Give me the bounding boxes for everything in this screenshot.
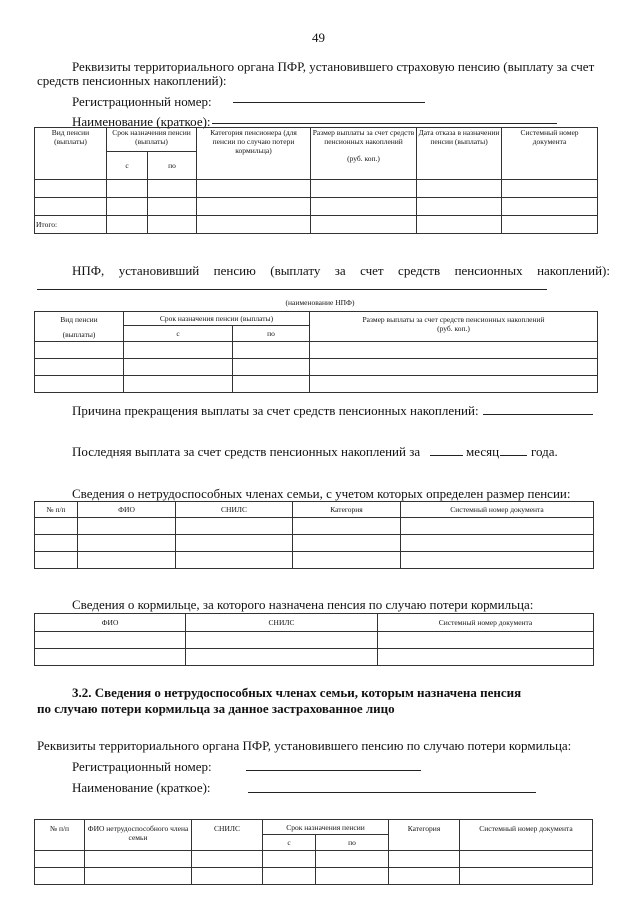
npf-line-word: пенсионных [454,263,523,278]
family-table [34,501,594,569]
th-npf-type-2: (выплаты) [62,330,96,339]
s1-name-label: Наименование (краткое): [72,114,211,129]
th-amount-text: Размер выплаты за счет средств пенсионных накоплений [312,128,415,146]
last-payment-text-a: Последняя выплата за счет средств пенсионных накоплений за [72,444,421,459]
table-row [35,342,598,359]
table-row [35,180,598,198]
npf-line-word: средств [398,263,441,278]
th-survivor-category: Категория [389,820,460,851]
s5-name-field[interactable] [248,792,536,793]
s5-name-label: Наименование (краткое): [72,780,211,795]
th-npf-from: с [124,326,233,342]
table-row [35,552,594,569]
th-family-sysnum: Системный номер документа [401,502,594,518]
table-row [35,535,594,552]
survivor-table [34,819,593,885]
th-term: Срок назначения пенсии (выплаты) [107,128,197,152]
npf-line-word: счет [360,263,384,278]
family-members-title: Сведения о нетрудоспособных членах семьи, с учетом которых определен размер пенсии: [72,486,571,501]
table-row [35,868,593,885]
th-term-from: с [107,152,148,180]
npf-caption: (наименование НПФ) [285,298,355,307]
npf-line-word: пенсию [213,263,256,278]
section-3-2-heading-line2: по случаю потери кормильца за данное застрахованное лицо [37,701,395,716]
th-system-number: Системный номер документа [502,128,598,180]
pension-table [34,127,598,234]
npf-line-word: за [334,263,346,278]
th-npf-amount [310,312,598,342]
th-survivor-to: по [316,835,389,851]
th-survivor-fio: ФИО нетрудоспособного члена семьи [85,820,192,851]
table-row [35,359,598,376]
table-row [35,198,598,216]
th-breadwinner-fio: ФИО [35,614,186,632]
th-family-category: Категория [293,502,401,518]
th-refusal-date: Дата отказа в назначении пенсии (выплаты) [417,128,502,180]
npf-line-word: НПФ, [72,263,105,278]
npf-line [72,263,610,279]
table-row [35,518,594,535]
th-pension-type: Вид пенсии (выплаты) [35,128,107,180]
s5-reg-field[interactable] [246,770,421,771]
table-row [35,649,594,666]
s5-reg-label: Регистрационный номер: [72,759,212,774]
total-row [35,216,598,234]
th-survivor-num: № п/п [35,820,85,851]
th-npf-to: по [233,326,310,342]
section-3-2-heading-line1: 3.2. Сведения о нетрудоспособных членах семьи, которым назначена пенсия [72,685,522,700]
th-survivor-from: с [263,835,316,851]
npf-line-word: (выплату [270,263,321,278]
stop-reason-label: Причина прекращения выплаты за счет средств пенсионных накоплений: [72,403,479,418]
breadwinner-table [34,613,594,666]
s1-reg-field[interactable] [233,102,425,103]
th-npf-amount-text: Размер выплаты за счет средств пенсионных накоплений [362,315,545,324]
th-family-num: № п/п [35,502,78,518]
survivor-requisites-label: Реквизиты территориального органа ПФР, установившего пенсию по случаю потери кормильца: [37,738,572,753]
npf-table [34,311,598,393]
th-amount [311,128,417,180]
s1-intro-line2: средств пенсионных накоплений): [37,73,227,88]
th-npf-type-1: Вид пенсии [60,315,98,324]
th-category: Категория пенсионера (для пенсии по случаю потери кормильца) [197,128,311,180]
th-amount-unit: (руб. коп.) [347,154,380,163]
th-survivor-term: Срок назначения пенсии [263,820,389,835]
th-breadwinner-sysnum: Системный номер документа [378,614,594,632]
table-row [35,632,594,649]
th-npf-term: Срок назначения пенсии (выплаты) [124,312,310,326]
stop-reason-field[interactable] [483,414,593,415]
th-family-fio: ФИО [78,502,176,518]
total-label: Итого: [35,216,107,234]
th-npf-type [35,312,124,342]
th-npf-amount-unit: (руб. коп.) [437,324,470,333]
last-payment-year-field[interactable] [500,455,527,456]
last-payment-month-field[interactable] [430,455,463,456]
npf-line-word: установивший [118,263,200,278]
s1-name-field[interactable] [212,123,557,124]
last-payment-text-b: месяц [466,444,500,459]
th-survivor-snils: СНИЛС [192,820,263,851]
npf-name-field[interactable] [37,289,547,290]
s1-reg-label: Регистрационный номер: [72,94,212,109]
th-family-snils: СНИЛС [176,502,293,518]
npf-line-word: накоплений): [537,263,610,278]
breadwinner-title: Сведения о кормильце, за которого назначена пенсия по случаю потери кормильца: [72,597,534,612]
table-row [35,851,593,868]
th-breadwinner-snils: СНИЛС [186,614,378,632]
page-number: 49 [312,30,325,45]
s1-intro-line1: Реквизиты территориального органа ПФР, установившего страховую пенсию (выплату за счет [72,59,595,74]
th-survivor-sysnum: Системный номер документа [460,820,593,851]
last-payment-text-c: года. [531,444,558,459]
table-row [35,376,598,393]
th-term-to: по [148,152,197,180]
